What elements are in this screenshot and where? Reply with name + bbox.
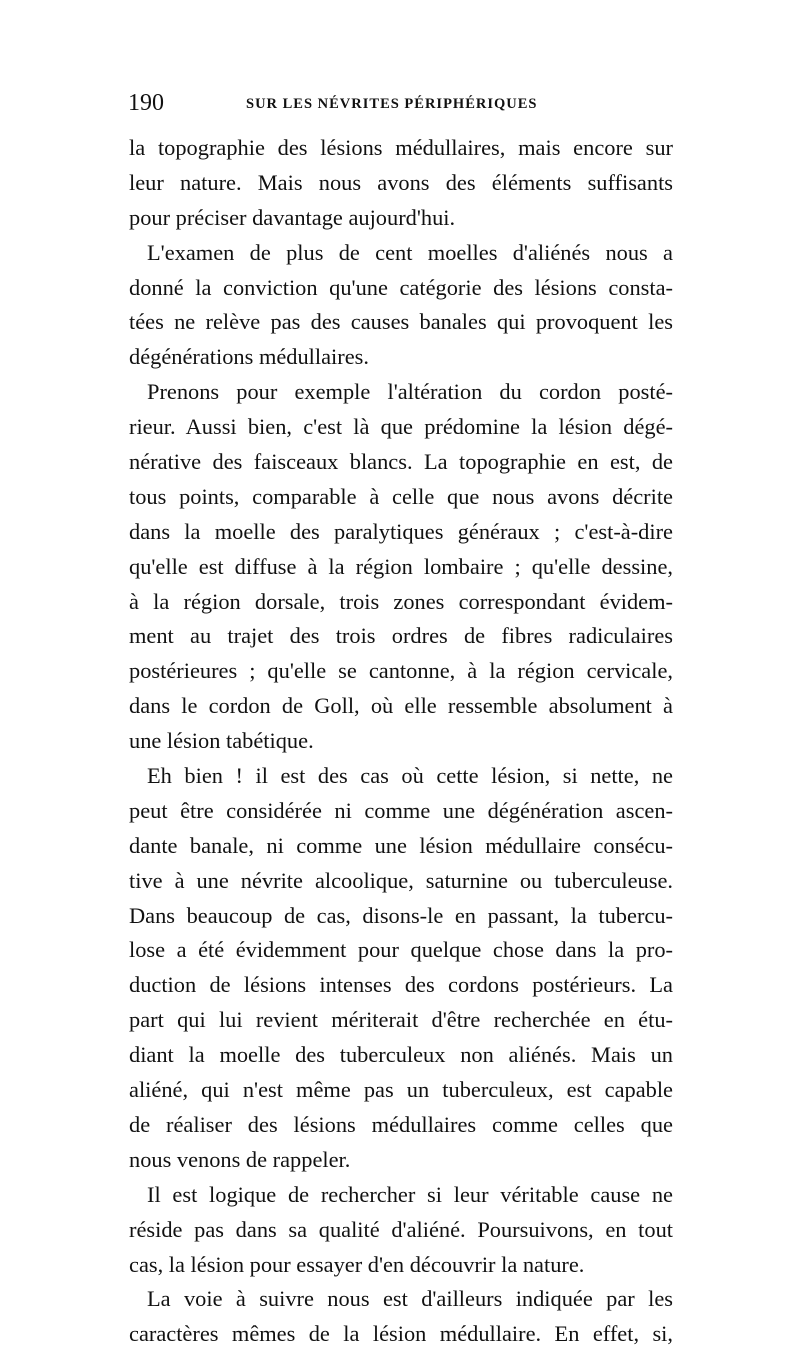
text-line: Il est logique de rechercher si leur véritable cause ne [147, 1181, 673, 1207]
page-number: 190 [128, 90, 164, 116]
text-line: caractères mêmes de la lésion médullaire. En effet, si, [129, 1321, 673, 1347]
text-line: cas, la lésion pour essayer d'en découvrir la nature. [129, 1251, 585, 1277]
text-line: réside pas dans sa qualité d'aliéné. Poursuivons, en tout [129, 1216, 673, 1242]
text-line: nérative des faisceaux blancs. La topographie en est, de [129, 449, 673, 475]
running-head [128, 88, 688, 118]
body-text [129, 131, 673, 1352]
text-line: une lésion tabétique. [129, 728, 314, 754]
text-line: La voie à suivre nous est d'ailleurs indiquée par les [147, 1286, 673, 1312]
text-line: ment au trajet des trois ordres de fibres radiculaires [129, 623, 673, 649]
text-line: la topographie des lésions médullaires, mais encore sur [129, 135, 673, 160]
text-line: nous venons de rappeler. [129, 1146, 351, 1172]
text-line: peut être considérée ni comme une dégénération ascen- [129, 797, 673, 823]
text-line: Dans beaucoup de cas, disons-le en passant, la tubercu- [129, 902, 673, 928]
text-line: qu'elle est diffuse à la région lombaire ; qu'elle dessine, [129, 553, 673, 579]
text-line: Prenons pour exemple l'altération du cordon posté- [147, 379, 673, 405]
text-line: dans le cordon de Goll, où elle ressemble absolument à [129, 693, 673, 719]
text-line: diant la moelle des tuberculeux non aliénés. Mais un [129, 1042, 673, 1068]
text-line: dégénérations médullaires. [129, 344, 369, 370]
text-line: tées ne relève pas des causes banales qui provoquent les [129, 309, 673, 335]
text-line: Eh bien ! il est des cas où cette lésion, si nette, ne [147, 763, 673, 789]
text-line: de réaliser des lésions médullaires comme celles que [129, 1111, 673, 1137]
text-line: part qui lui revient mériterait d'être recherchée en étu- [129, 1007, 673, 1033]
text-line: duction de lésions intenses des cordons postérieurs. La [129, 972, 673, 998]
text-line: L'examen de plus de cent moelles d'aliénés nous a [147, 239, 673, 265]
text-line: donné la conviction qu'une catégorie des lésions consta- [129, 274, 673, 300]
text-line: dans la moelle des paralytiques généraux ; c'est-à-dire [129, 518, 673, 544]
text-line: aliéné, qui n'est même pas un tuberculeux, est capable [129, 1077, 673, 1103]
text-line: dante banale, ni comme une lésion médullaire consécu- [129, 832, 673, 858]
running-title: SUR LES NÉVRITES PÉRIPHÉRIQUES [246, 96, 538, 112]
text-line: rieur. Aussi bien, c'est là que prédomine la lésion dégé- [129, 414, 673, 440]
text-line: tive à une névrite alcoolique, saturnine ou tuberculeuse. [129, 867, 673, 893]
text-line: à la région dorsale, trois zones correspondant évidem- [129, 588, 673, 614]
text-line: tous points, comparable à celle que nous avons décrite [129, 483, 673, 509]
text-line: lose a été évidemment pour quelque chose dans la pro- [129, 937, 673, 963]
text-line: postérieures ; qu'elle se cantonne, à la région cervicale, [129, 658, 673, 684]
text-line: pour préciser davantage aujourd'hui. [129, 204, 456, 230]
text-line: leur nature. Mais nous avons des éléments suffisants [129, 169, 673, 195]
